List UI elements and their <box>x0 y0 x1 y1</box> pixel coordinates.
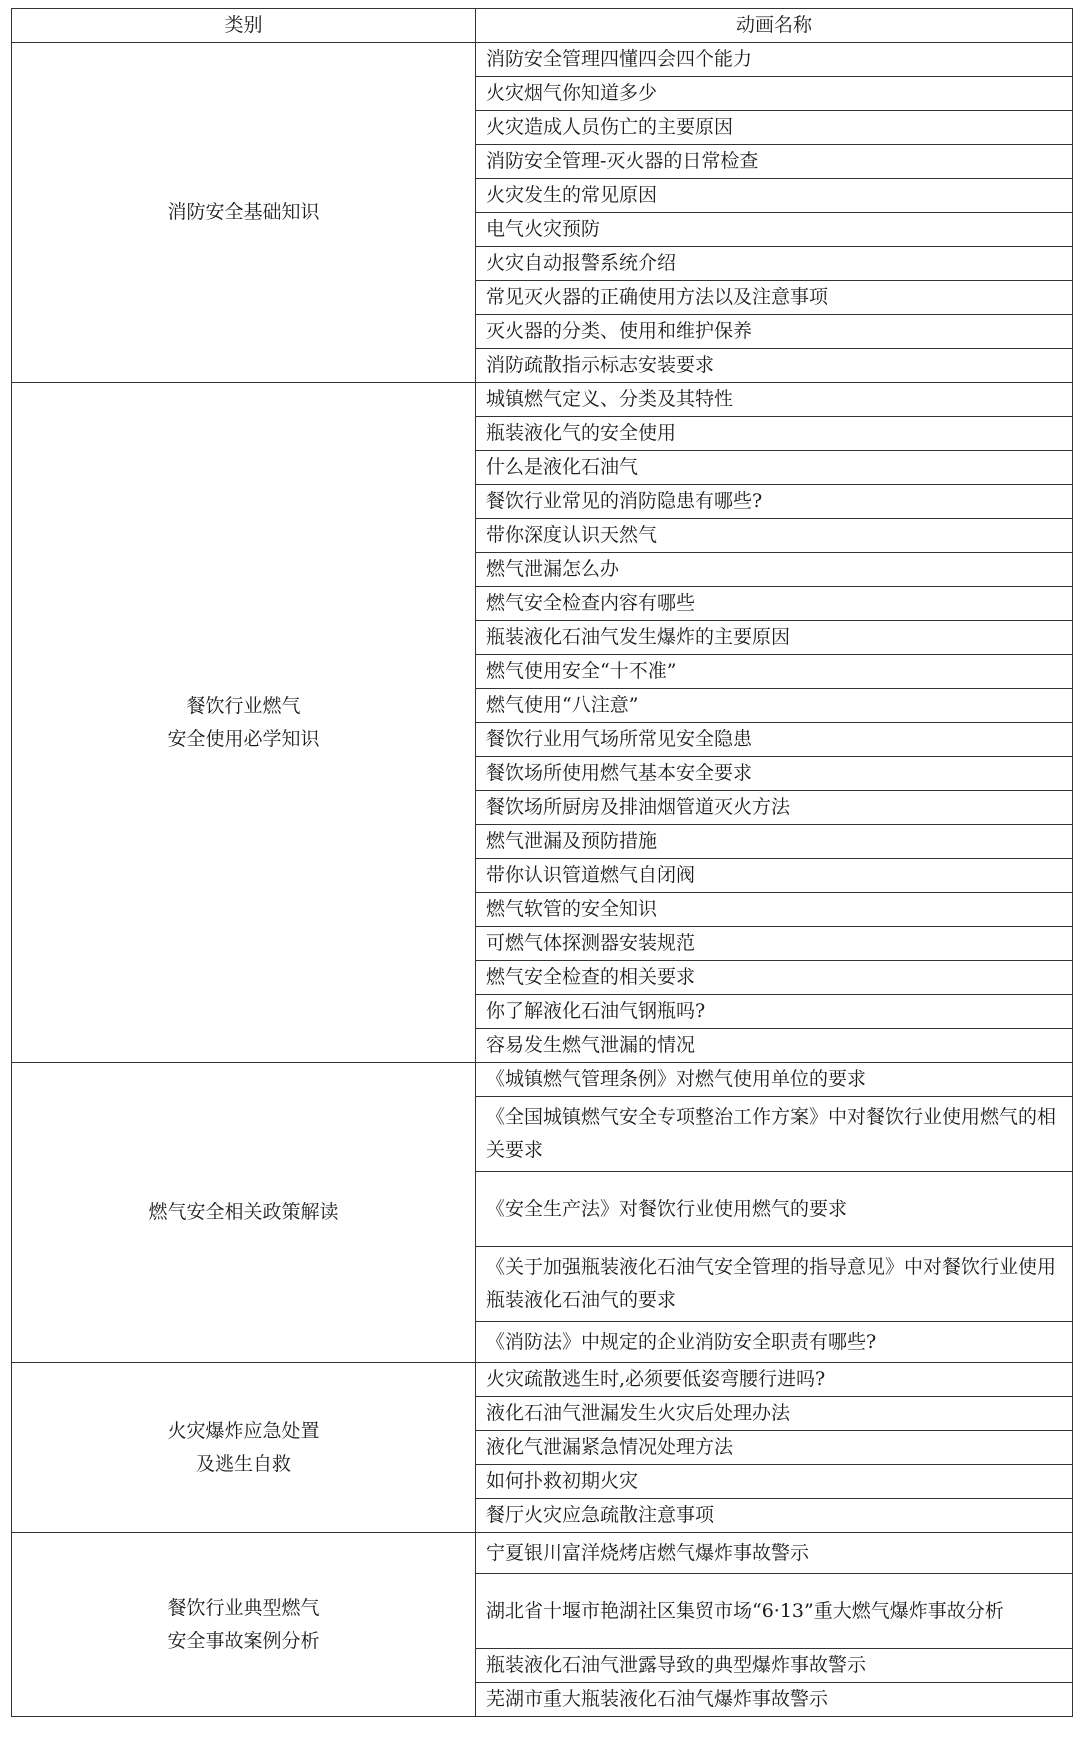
animation-item: 餐饮场所使用燃气基本安全要求 <box>476 757 1073 791</box>
animation-item: 餐厅火灾应急疏散注意事项 <box>476 1499 1073 1533</box>
table-row <box>12 383 1073 417</box>
animation-item: 燃气使用“八注意” <box>476 689 1073 723</box>
animation-item: 带你深度认识天然气 <box>476 519 1073 553</box>
animation-item: 燃气泄漏及预防措施 <box>476 825 1073 859</box>
document-page <box>11 8 1072 1717</box>
category-cell: 火灾爆炸应急处置 及逃生自救 <box>12 1363 476 1533</box>
animation-item: 燃气使用安全“十不准” <box>476 655 1073 689</box>
animation-item: 燃气安全检查的相关要求 <box>476 961 1073 995</box>
animation-item: 消防安全管理四懂四会四个能力 <box>476 43 1073 77</box>
animation-item: 什么是液化石油气 <box>476 451 1073 485</box>
animation-item: 燃气泄漏怎么办 <box>476 553 1073 587</box>
category-cell: 餐饮行业燃气 安全使用必学知识 <box>12 383 476 1063</box>
category-cell: 餐饮行业典型燃气 安全事故案例分析 <box>12 1533 476 1717</box>
animation-item: 城镇燃气定义、分类及其特性 <box>476 383 1073 417</box>
animation-item: 常见灭火器的正确使用方法以及注意事项 <box>476 281 1073 315</box>
animation-item: 火灾疏散逃生时,必须要低姿弯腰行进吗? <box>476 1363 1073 1397</box>
animation-item: 容易发生燃气泄漏的情况 <box>476 1029 1073 1063</box>
animation-catalog-table <box>11 8 1073 1717</box>
animation-item: 《全国城镇燃气安全专项整治工作方案》中对餐饮行业使用燃气的相关要求 <box>476 1097 1073 1172</box>
animation-item: 消防安全管理-灭火器的日常检查 <box>476 145 1073 179</box>
animation-item: 带你认识管道燃气自闭阀 <box>476 859 1073 893</box>
animation-item: 湖北省十堰市艳湖社区集贸市场“6·13”重大燃气爆炸事故分析 <box>476 1574 1073 1649</box>
table-row <box>12 43 1073 77</box>
animation-item: 火灾烟气你知道多少 <box>476 77 1073 111</box>
animation-item: 你了解液化石油气钢瓶吗? <box>476 995 1073 1029</box>
table-row <box>12 1363 1073 1397</box>
animation-item: 液化气泄漏紧急情况处理方法 <box>476 1431 1073 1465</box>
category-cell: 燃气安全相关政策解读 <box>12 1063 476 1363</box>
animation-item: 燃气安全检查内容有哪些 <box>476 587 1073 621</box>
animation-item: 《关于加强瓶装液化石油气安全管理的指导意见》中对餐饮行业使用瓶装液化石油气的要求 <box>476 1247 1073 1322</box>
animation-item: 可燃气体探测器安装规范 <box>476 927 1073 961</box>
table-row <box>12 1533 1073 1574</box>
animation-item: 火灾发生的常见原因 <box>476 179 1073 213</box>
header-category: 类别 <box>12 9 476 43</box>
animation-item: 餐饮行业用气场所常见安全隐患 <box>476 723 1073 757</box>
animation-item: 芜湖市重大瓶装液化石油气爆炸事故警示 <box>476 1683 1073 1717</box>
table-header-row <box>12 9 1073 43</box>
animation-item: 《安全生产法》对餐饮行业使用燃气的要求 <box>476 1172 1073 1247</box>
animation-item: 灭火器的分类、使用和维护保养 <box>476 315 1073 349</box>
animation-item: 如何扑救初期火灾 <box>476 1465 1073 1499</box>
animation-item: 餐饮场所厨房及排油烟管道灭火方法 <box>476 791 1073 825</box>
table-row <box>12 1063 1073 1097</box>
animation-item: 火灾造成人员伤亡的主要原因 <box>476 111 1073 145</box>
animation-item: 《城镇燃气管理条例》对燃气使用单位的要求 <box>476 1063 1073 1097</box>
animation-item: 《消防法》中规定的企业消防安全职责有哪些? <box>476 1322 1073 1363</box>
animation-item: 餐饮行业常见的消防隐患有哪些? <box>476 485 1073 519</box>
animation-item: 宁夏银川富洋烧烤店燃气爆炸事故警示 <box>476 1533 1073 1574</box>
animation-item: 液化石油气泄漏发生火灾后处理办法 <box>476 1397 1073 1431</box>
animation-item: 电气火灾预防 <box>476 213 1073 247</box>
animation-item: 燃气软管的安全知识 <box>476 893 1073 927</box>
header-animation-name: 动画名称 <box>476 9 1073 43</box>
animation-item: 瓶装液化石油气泄露导致的典型爆炸事故警示 <box>476 1649 1073 1683</box>
animation-item: 火灾自动报警系统介绍 <box>476 247 1073 281</box>
category-cell: 消防安全基础知识 <box>12 43 476 383</box>
animation-item: 瓶装液化气的安全使用 <box>476 417 1073 451</box>
animation-item: 瓶装液化石油气发生爆炸的主要原因 <box>476 621 1073 655</box>
animation-item: 消防疏散指示标志安装要求 <box>476 349 1073 383</box>
